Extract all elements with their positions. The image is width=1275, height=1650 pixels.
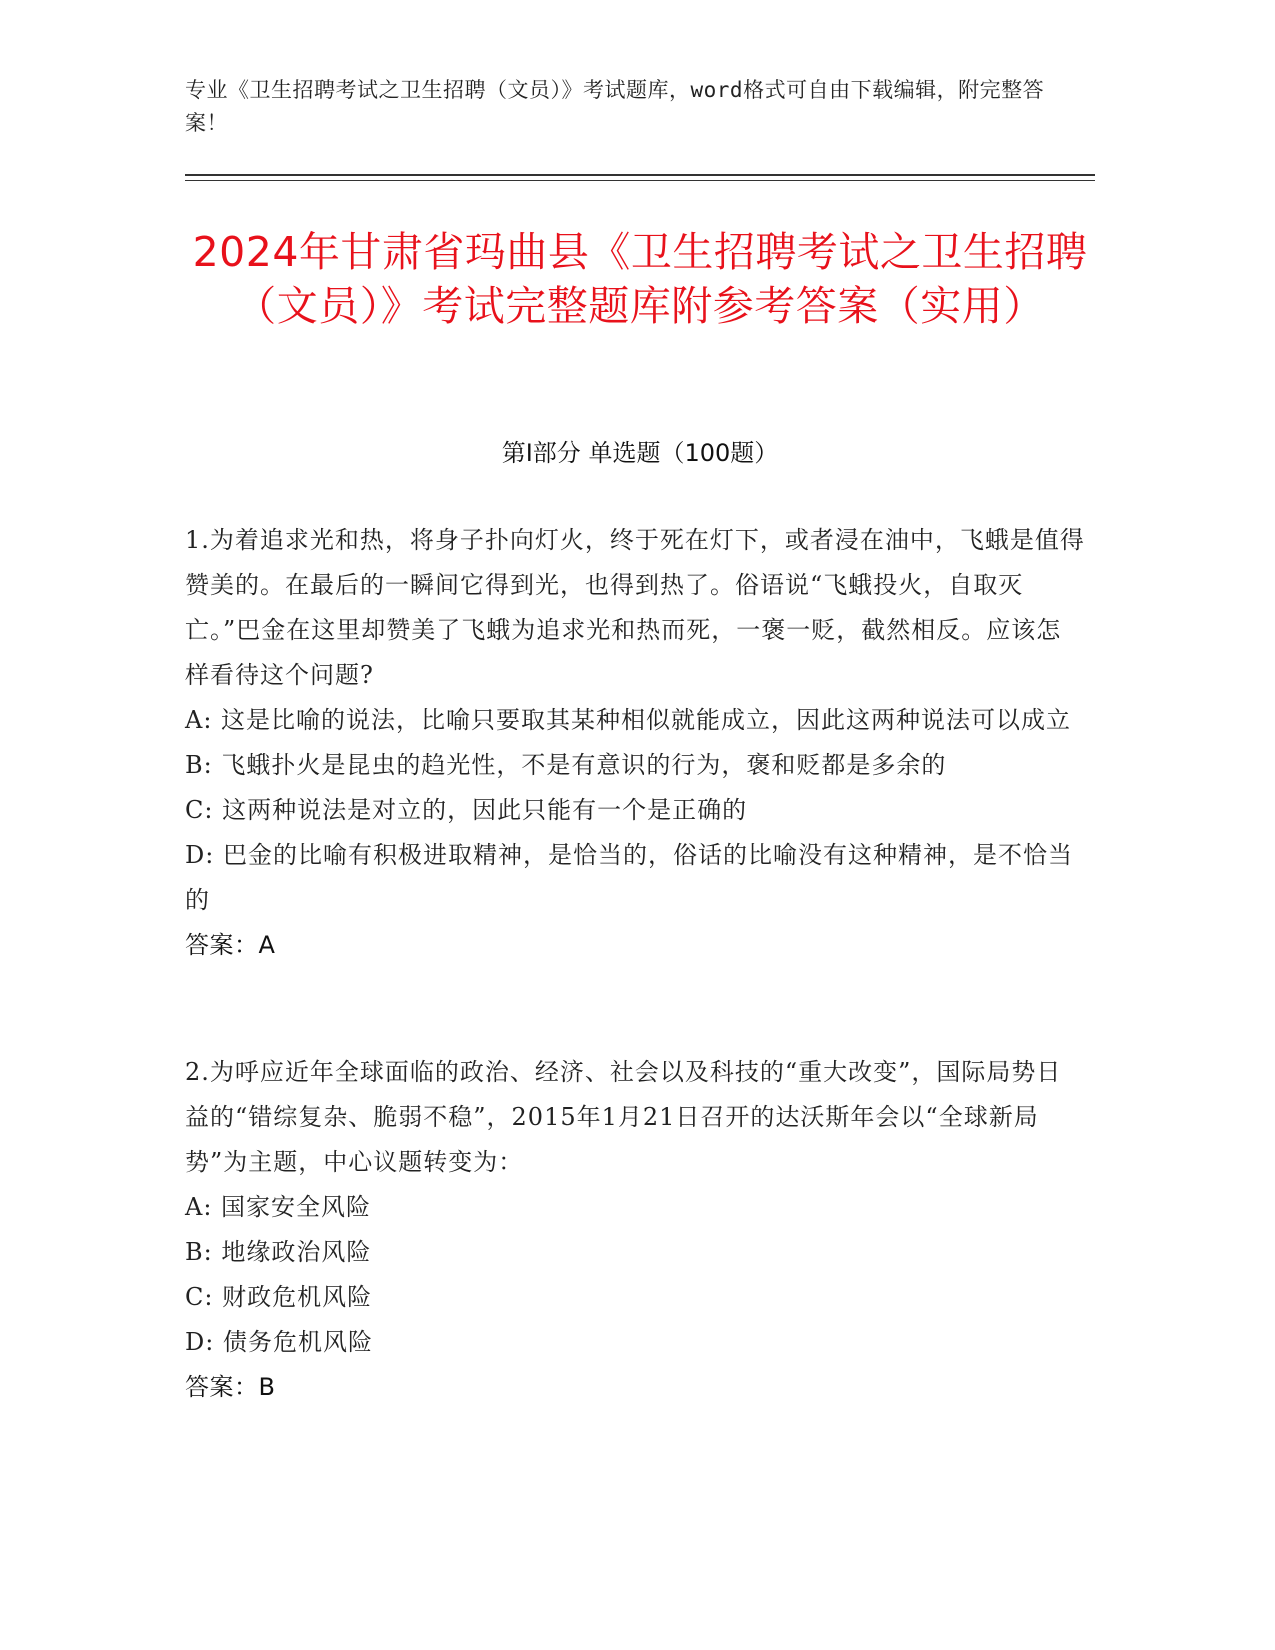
option-a: A: 国家安全风险 — [185, 1193, 372, 1221]
question-text: 2.为呼应近年全球面临的政治、经济、社会以及科技的“重大改变”，国际局势日益的“错综复杂、脆弱不稳”，2015年1月21日召开的达沃斯年会以“全球新局势”为主题，中心议题转变为： — [185, 1058, 1062, 1176]
option-b: B: 地缘政治风险 — [185, 1238, 372, 1266]
document-title: 2024年甘肃省玛曲县《卫生招聘考试之卫生招聘（文员）》考试完整题库附参考答案（实用） — [192, 228, 1088, 330]
question-block — [185, 518, 1085, 968]
option-c: C: 财政危机风险 — [185, 1283, 373, 1311]
option-d: D: 巴金的比喻有积极进取精神，是恰当的，俗话的比喻没有这种精神，是不恰当的 — [185, 841, 1073, 914]
header-divider-thin — [185, 180, 1095, 181]
option-c: C: 这两种说法是对立的，因此只能有一个是正确的 — [185, 796, 748, 824]
header-note: 专业《卫生招聘考试之卫生招聘（文员）》考试题库，word格式可自由下载编辑，附完整答案！ — [185, 78, 1045, 135]
answer-text: 答案：B — [185, 1373, 276, 1401]
header-divider-thick — [185, 174, 1095, 176]
section-title: 第Ⅰ部分 单选题（100题） — [501, 439, 779, 467]
question-block — [185, 1050, 1085, 1410]
option-d: D: 债务危机风险 — [185, 1328, 373, 1356]
option-b: B: 飞蛾扑火是昆虫的趋光性，不是有意识的行为，褒和贬都是多余的 — [185, 751, 947, 779]
question-text: 1.为着追求光和热，将身子扑向灯火，终于死在灯下，或者浸在油中，飞蛾是值得赞美的。在最后的一瞬间它得到光，也得到热了。俗语说“飞蛾投火，自取灭亡。”巴金在这里却赞美了飞蛾为追求光和热而死，一褒一贬，截然相反。应该怎样看待这个问题? — [185, 526, 1085, 689]
option-a: A: 这是比喻的说法，比喻只要取其某种相似就能成立，因此这两种说法可以成立 — [185, 706, 1072, 734]
answer-text: 答案：A — [185, 931, 276, 959]
